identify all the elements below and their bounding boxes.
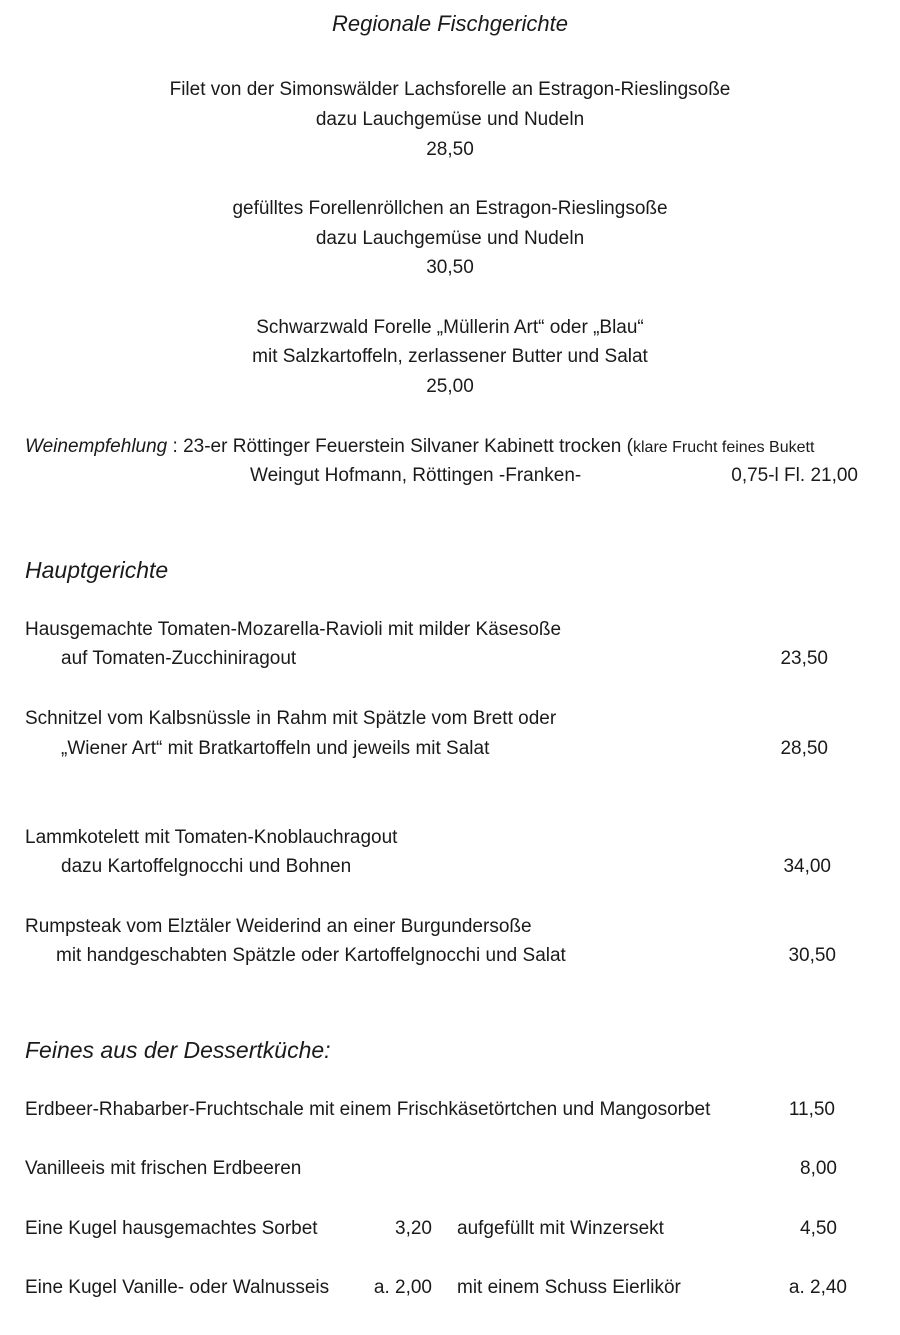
main-item-1-line2: auf Tomaten-Zucchiniragout	[61, 648, 297, 669]
fish-item-3-line1: Schwarzwald Forelle „Müllerin Art“ oder „Blau“	[256, 317, 644, 338]
dessert-pair-2-name: Eine Kugel Vanille- oder Walnusseis	[25, 1277, 330, 1298]
dessert-pair-2-addon-price: a. 2,40	[788, 1277, 847, 1298]
fish-item-3-price: 25,00	[426, 376, 474, 397]
wine-recommendation	[25, 435, 814, 460]
wine-price: 0,75-l Fl. 21,00	[731, 465, 858, 486]
main-item-4-line1: Rumpsteak vom Elztäler Weiderind an einer Burgundersoße	[25, 916, 532, 937]
fish-section-title: Regionale Fischgerichte	[331, 11, 569, 36]
wine-text: 23-er Röttinger Feuerstein Silvaner Kabinett trocken (	[183, 436, 633, 457]
fish-item-1-line2: dazu Lauchgemüse und Nudeln	[315, 109, 585, 130]
main-item-3-line1: Lammkotelett mit Tomaten-Knoblauchragout	[25, 827, 398, 848]
wine-separator: :	[167, 436, 184, 457]
dessert-pair-2-price: a. 2,00	[373, 1277, 432, 1298]
fish-item-2-price: 30,50	[426, 257, 474, 278]
main-item-1-price: 23,50	[780, 648, 828, 669]
fish-item-3-line2: mit Salzkartoffeln, zerlassener Butter und Salat	[252, 346, 648, 367]
dessert-item-2-name: Vanilleeis mit frischen Erdbeeren	[25, 1158, 302, 1179]
dessert-pair-1-name: Eine Kugel hausgemachtes Sorbet	[25, 1218, 318, 1239]
dessert-item-2-price: 8,00	[800, 1158, 837, 1179]
fish-item-2-line2: dazu Lauchgemüse und Nudeln	[315, 228, 585, 249]
main-item-2-line1: Schnitzel vom Kalbsnüssle in Rahm mit Spätzle vom Brett oder	[25, 708, 557, 729]
main-item-2-line2: „Wiener Art“ mit Bratkartoffeln und jeweils mit Salat	[61, 738, 490, 759]
dessert-item-1-name: Erdbeer-Rhabarber-Fruchtschale mit einem Frischkäsetörtchen und Mangosorbet	[25, 1099, 711, 1120]
wine-label: Weinempfehlung	[25, 436, 168, 457]
dessert-item-1-price: 11,50	[788, 1099, 835, 1120]
dessert-pair-1-price: 3,20	[395, 1218, 432, 1239]
dessert-pair-1-addon: aufgefüllt mit Winzersekt	[457, 1218, 664, 1239]
fish-item-1-line1: Filet von der Simonswälder Lachsforelle an Estragon-Rieslingsoße	[169, 79, 731, 100]
main-item-3-line2: dazu Kartoffelgnocchi und Bohnen	[61, 856, 352, 877]
desserts-section-title: Feines aus der Dessertküche:	[25, 1037, 331, 1063]
main-item-2-price: 28,50	[780, 738, 828, 759]
main-item-4-line2: mit handgeschabten Spätzle oder Kartoffelgnocchi und Salat	[56, 945, 566, 966]
fish-item-2-line1: gefülltes Forellenröllchen an Estragon-Rieslingsoße	[232, 198, 668, 219]
main-item-4-price: 30,50	[788, 945, 836, 966]
wine-note: klare Frucht feines Bukett	[632, 439, 815, 456]
main-item-1-line1: Hausgemachte Tomaten-Mozarella-Ravioli mit milder Käsesoße	[25, 619, 562, 640]
fish-item-1-price: 28,50	[426, 139, 474, 160]
mains-section-title: Hauptgerichte	[25, 557, 169, 583]
dessert-pair-2-addon: mit einem Schuss Eierlikör	[457, 1277, 681, 1298]
wine-producer: Weingut Hofmann, Röttingen -Franken-	[250, 465, 582, 486]
dessert-pair-1-addon-price: 4,50	[800, 1218, 837, 1239]
main-item-3-price: 34,00	[783, 856, 831, 877]
